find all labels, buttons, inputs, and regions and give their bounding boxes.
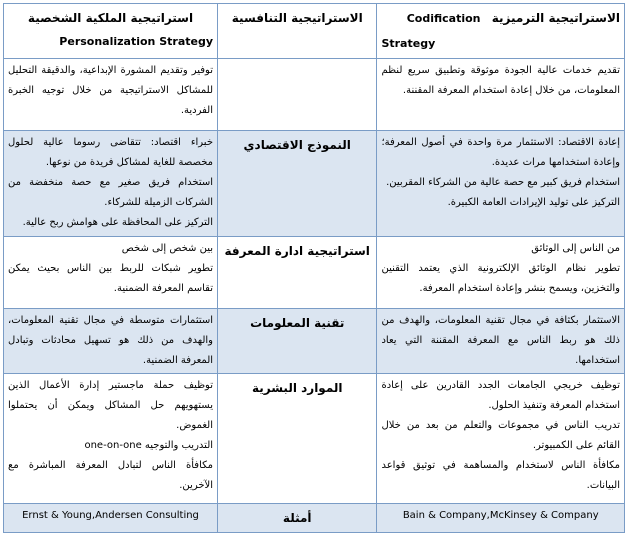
examples-codification: Bain & Company,McKinsey & Company [402, 510, 599, 521]
intro-row [4, 59, 625, 131]
hr-codification-line: تدريب الناس في مجموعات والتعلم من بعد من خلال القائم على الكمبيوتر. [381, 420, 620, 451]
hr-codification-cell [377, 374, 625, 504]
hr-personalization-line: مكافأة الناس لتبادل المعرفة المباشرة مع الآخرين. [8, 460, 214, 491]
km-row [4, 237, 625, 309]
header-competitive [218, 4, 377, 59]
economic-codification-cell [377, 131, 625, 237]
examples-label: أمثلة [282, 511, 312, 525]
hr-row [4, 374, 625, 504]
header-personalization-en: Personalization Strategy [59, 35, 214, 48]
examples-label-cell [218, 504, 377, 533]
header-codification [377, 4, 625, 59]
km-personalization-line: بين شخص إلى شخص [121, 243, 214, 254]
intro-codification-cell [377, 59, 625, 131]
hr-label: الموارد البشرية [251, 381, 343, 395]
economic-label-cell [218, 131, 377, 237]
economic-personalization-line: التركيز على المحافظة على هوامش ربح عالية. [22, 217, 214, 228]
header-codification-ar: الاستراتيجية الترميزية [491, 11, 620, 25]
economic-codification-line: إعادة الاقتصاد: الاستثمار مرة واحدة في أصول المعرفة؛ وإعادة استخدامها مرات عديدة. [381, 137, 620, 168]
hr-codification-line: توظيف خريجي الجامعات الجدد القادرين على إعادة استخدام المعرفة وتنفيذ الحلول. [381, 380, 620, 411]
header-codification-en: Codification [406, 12, 481, 25]
km-label-cell [218, 237, 377, 309]
it-codification-text: الاستثمار بكثافة في مجال تقنية المعلومات، والهدف من ذلك هو ربط الناس مع المعرفة المقننة التي يعاد استخدامها. [381, 315, 620, 366]
economic-codification-line: التركيز على توليد الإيرادات العامة الكبيرة. [447, 197, 620, 208]
km-codification-line: من الناس إلى الوثائق [531, 243, 620, 254]
it-row [4, 309, 625, 374]
header-codification-en2: Strategy [381, 37, 436, 50]
it-codification-cell [377, 309, 625, 374]
km-personalization-cell [4, 237, 218, 309]
strategy-comparison-table [3, 3, 625, 533]
header-personalization [4, 4, 218, 59]
economic-codification-line: استخدام فريق كبير مع حصة عالية من الشركاء المقربين. [386, 177, 620, 188]
intro-personalization-text: توفير وتقديم المشورة الإبداعية، والدقيقة التحليل للمشاكل الاستراتيجية من خلال توجيه الخبرة الفردية. [8, 65, 214, 116]
km-label: استراتيجية ادارة المعرفة [224, 244, 370, 258]
hr-personalization-line: التدريب والتوجيه one-on-one [84, 440, 214, 451]
km-personalization-line: تطوير شبكات للربط بين الناس بحيث يمكن تقاسم المعرفة الضمنية. [8, 263, 214, 294]
it-personalization-cell [4, 309, 218, 374]
header-row [4, 4, 625, 59]
economic-personalization-line: استخدام فريق صغير مع حصة منخفضة من الشركات الزميلة للشركاء. [8, 177, 214, 208]
examples-personalization: Ernst & Young,Andersen Consulting [22, 510, 199, 521]
hr-personalization-line: توظيف حملة ماجستير إدارة الأعمال الذين يستهويهم حل المشاكل ويمكن أن يحتملوا الغموض. [8, 380, 214, 431]
hr-label-cell [218, 374, 377, 504]
economic-personalization-cell [4, 131, 218, 237]
km-codification-cell [377, 237, 625, 309]
km-codification-line: تطوير نظام الوثائق الإلكترونية الذي يعتمد التقنين والتخزين، ويسمح بنشر وإعادة استخدام المعرفة. [381, 263, 620, 294]
intro-personalization-cell [4, 59, 218, 131]
economic-personalization-line: خبراء اقتصاد: تتقاضى رسوما عالية لحلول مخصصة للغاية لمشاكل فريدة من نوعها. [8, 137, 214, 168]
economic-label: النموذج الاقتصادي [243, 138, 351, 152]
hr-personalization-cell [4, 374, 218, 504]
it-label-cell [218, 309, 377, 374]
examples-codification-cell [377, 504, 625, 533]
examples-row [4, 504, 625, 533]
intro-codification-text: تقديم خدمات عالية الجودة موثوقة وتطبيق سريع لنظم المعلومات، من خلال إعادة استخدام المعرفة المقننة. [381, 65, 620, 96]
it-personalization-text: استثمارات متوسطة في مجال تقنية المعلومات، والهدف من ذلك هو تسهيل محادثات وتبادل المعرفة الضمنية. [8, 315, 214, 366]
economic-row [4, 131, 625, 237]
examples-personalization-cell [4, 504, 218, 533]
header-personalization-ar: استراتيجية الملكية الشخصية [27, 11, 194, 25]
it-label: تقنية المعلومات [250, 316, 345, 330]
hr-codification-line: مكافأة الناس لاستخدام والمساهمة في توثيق قواعد البيانات. [381, 460, 620, 491]
header-competitive-label: الاستراتيجية التنافسية [231, 11, 363, 25]
intro-label-cell [218, 59, 377, 131]
